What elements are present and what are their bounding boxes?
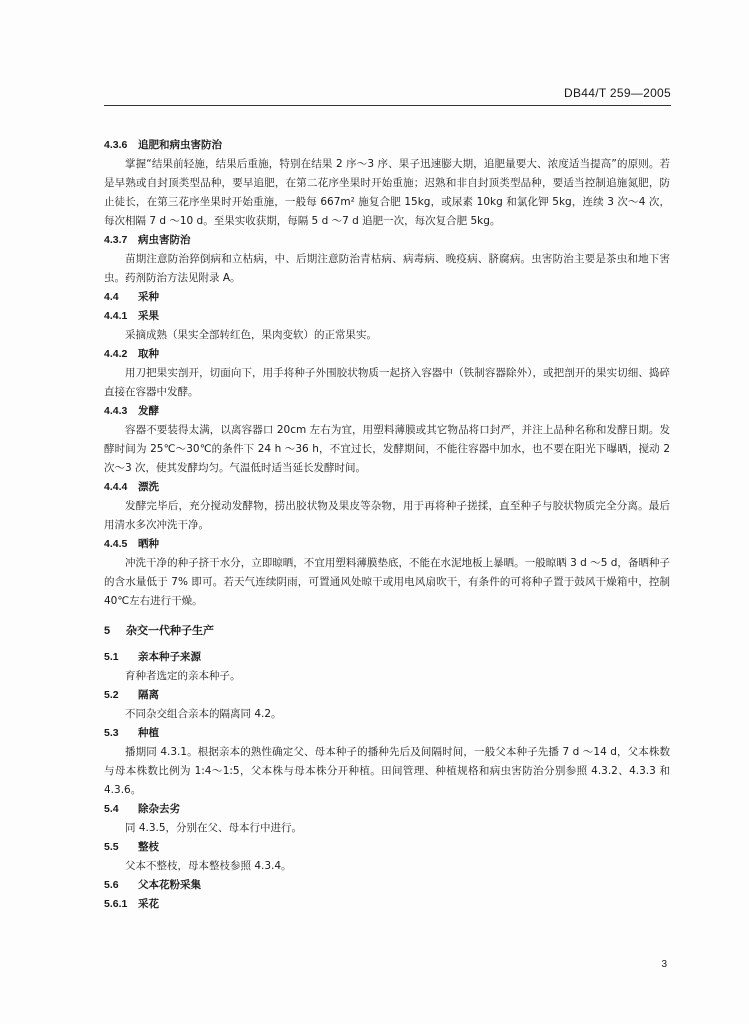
section-paragraph: 播期同 4.3.1。根据亲本的熟性确定父、母本种子的播种先后及间隔时间，一般父本种子先播 7 d ～14 d，父本株数与母本株数比例为 1:4～1:5，父本株与母本株分开种植。田间管理、种植规格和病虫害防治分别参照 4.3.2、4.3.3 和 4.3.6。 bbox=[104, 746, 670, 796]
header-rule bbox=[104, 105, 671, 106]
section-heading bbox=[104, 800, 670, 819]
section-number: 4.4.5 bbox=[104, 538, 128, 550]
section-number: 4.4 bbox=[104, 291, 119, 303]
section-title: 杂交一代种子生产 bbox=[126, 624, 214, 637]
section-paragraph: 苗期注意防治猝倒病和立枯病，中、后期注意防治青枯病、病毒病、晚疫病、脐腐病。虫害防治主要是茶虫和地下害虫。药剂防治方法见附录 A。 bbox=[104, 253, 670, 284]
section-title: 晒种 bbox=[138, 538, 159, 550]
section-heading bbox=[104, 724, 670, 743]
section-heading bbox=[104, 895, 670, 914]
page-number: 3 bbox=[661, 959, 667, 970]
section-number: 5.3 bbox=[104, 727, 119, 739]
section-heading bbox=[104, 307, 670, 326]
section-paragraph: 掌握“结果前轻施，结果后重施，特别在结果 2 序～3 序、果子迅速膨大期，追肥量要大、浓度适当提高”的原则。若是早熟或自封顶类型品种，要早追肥，在第二花序坐果时开始重施；迟熟和非自封顶类型品种，要适当控制追施氮肥，防止徒长，在第三花序坐果时开始重施，一般每 667m² 施复合肥 15kg，或尿素 10kg 和氯化钾 5kg，连续 3 次～4 次，每次相隔 7 d ～10 d。至果实收获期，每隔 5 d ～7 d 追肥一次，每次复合肥 5kg。 bbox=[104, 158, 670, 227]
section-title: 病虫害防治 bbox=[138, 234, 191, 246]
section-heading bbox=[104, 648, 670, 667]
section-number: 4.3.7 bbox=[104, 234, 128, 246]
document-body bbox=[104, 136, 670, 914]
section-title: 漂洗 bbox=[138, 481, 159, 493]
section-title: 采花 bbox=[138, 898, 159, 910]
section-heading bbox=[104, 231, 670, 250]
section-number: 5.1 bbox=[104, 651, 119, 663]
section-number: 5.6.1 bbox=[104, 898, 128, 910]
section-paragraph: 用刀把果实剖开，切面向下，用手将种子外围胶状物质一起挤入容器中（铁制容器除外），或把剖开的果实切细、捣碎直接在容器中发酵。 bbox=[104, 367, 670, 398]
section-title: 父本花粉采集 bbox=[138, 879, 201, 891]
standard-code: DB44/T 259—2005 bbox=[563, 86, 671, 100]
chapter-heading bbox=[104, 621, 670, 640]
section-paragraph: 冲洗干净的种子挤干水分，立即晾晒，不宜用塑料薄膜垫底，不能在水泥地板上暴晒。一般晾晒 3 d ～5 d，备晒种子的含水量低于 7% 即可。若天气连续阴雨，可置通风处晾干或用电风扇吹干，有条件的可将种子置于鼓风干燥箱中，控制 40℃左右进行干燥。 bbox=[104, 557, 670, 607]
section-title: 种植 bbox=[138, 727, 159, 739]
section-title: 采果 bbox=[138, 310, 159, 322]
section-title: 发酵 bbox=[138, 405, 159, 417]
section-paragraph: 同 4.3.5，分别在父、母本行中进行。 bbox=[125, 822, 303, 834]
section-heading bbox=[104, 686, 670, 705]
section-number: 4.3.6 bbox=[104, 139, 128, 151]
section-number: 5.2 bbox=[104, 689, 119, 701]
section-number: 4.4.2 bbox=[104, 348, 128, 360]
section-heading bbox=[104, 478, 670, 497]
section-number: 5 bbox=[104, 625, 111, 637]
section-heading bbox=[104, 838, 670, 857]
section-heading bbox=[104, 288, 670, 307]
section-paragraph: 父本不整枝，母本整枝参照 4.3.4。 bbox=[125, 860, 292, 872]
section-number: 5.5 bbox=[104, 841, 119, 853]
section-paragraph: 育种者选定的亲本种子。 bbox=[125, 670, 241, 682]
section-number: 4.4.3 bbox=[104, 405, 128, 417]
section-paragraph: 容器不要装得太满，以离容器口 20cm 左右为宜，用塑料薄膜或其它物品将口封严，并注上品种名称和发酵日期。发酵时间为 25℃～30℃的条件下 24 h ～36 h，不宜过长，发酵期间，不能往容器中加水，也不要在阳光下曝晒，搅动 2 次～3 次，使其发酵均匀。气温低时适当延长发酵时间。 bbox=[104, 424, 670, 474]
section-number: 4.4.4 bbox=[104, 481, 128, 493]
section-title: 隔离 bbox=[138, 689, 159, 701]
section-heading bbox=[104, 535, 670, 554]
section-number: 4.4.1 bbox=[104, 310, 128, 322]
section-heading bbox=[104, 345, 670, 364]
section-title: 整枝 bbox=[138, 841, 159, 853]
section-heading bbox=[104, 876, 670, 895]
section-heading bbox=[104, 136, 670, 155]
section-title: 采种 bbox=[138, 291, 159, 303]
section-number: 5.6 bbox=[104, 879, 119, 891]
section-title: 取种 bbox=[138, 348, 159, 360]
section-paragraph: 不同杂交组合亲本的隔离同 4.2。 bbox=[125, 708, 282, 720]
section-title: 追肥和病虫害防治 bbox=[138, 139, 222, 151]
section-title: 亲本种子来源 bbox=[138, 651, 201, 663]
section-heading bbox=[104, 402, 670, 421]
section-paragraph: 采摘成熟（果实全部转红色，果肉变软）的正常果实。 bbox=[125, 329, 377, 341]
section-title: 除杂去劣 bbox=[138, 803, 180, 815]
section-number: 5.4 bbox=[104, 803, 119, 815]
section-paragraph: 发酵完毕后，充分搅动发酵物，捞出胶状物及果皮等杂物，用于再将种子搓揉，直至种子与胶状物质完全分离。最后用清水多次冲洗干净。 bbox=[104, 500, 670, 531]
